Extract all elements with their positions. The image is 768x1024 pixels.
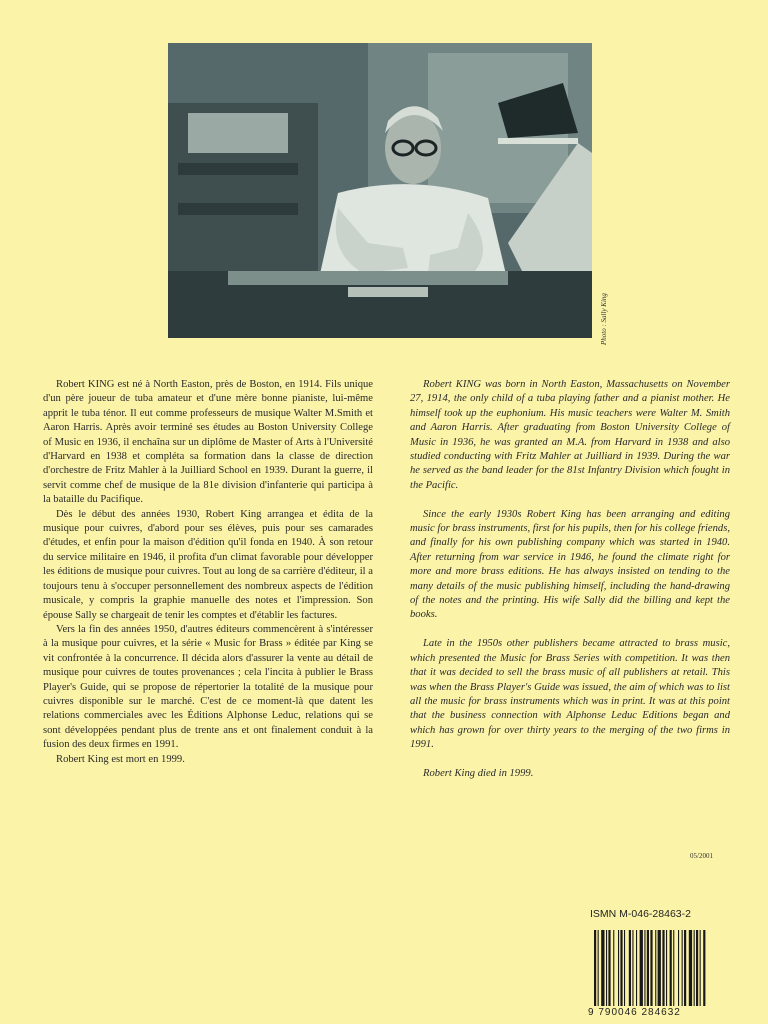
barcode-bar — [662, 930, 664, 1006]
barcode-bar — [632, 930, 633, 1006]
barcode-bar — [647, 930, 649, 1006]
french-paragraph: Dès le début des années 1930, Robert King arrangea et édita de la musique pour cuivres, d'abord pour ses élèves, puis pour ses camarades d'études, et enfin pour la maison d'édition qu'il fonda en 1940. À son retour du service militaire en 1946, il profita d'un climat favorable pour développer les éditions de musique pour cuivres. Tout au long de sa carrière d'éditeur, il a toujours tenu à s'occuper personnellement des nombreux aspects de l'édition musicale, y compris la graphie manuelle des notes et l'impression. Son épouse Sally se chargeait de tenir les comptes et d'établir les factures. — [43, 508, 373, 621]
barcode-bar — [594, 930, 596, 1006]
barcode-bar — [696, 930, 698, 1006]
barcode-bar — [640, 930, 643, 1006]
english-paragraph: Late in the 1950s other publishers became attracted to brass music, which presented the Music for Brass Series with competition. It was then that it was decided to sell the brass music of all publishers at retail. This was when the Brass Player's Guide was issued, the aim of which was to list all the music for brass instruments which was in print. It was at this point that the business connection with Alphonse Leduc Editions began and which has grown for over thirty years to the merging of the two firms in 1991. — [410, 638, 730, 751]
date-code: 05/2001 — [690, 852, 713, 860]
ismn-number: ISMN M-046-28463-2 — [590, 908, 691, 920]
barcode-bar — [694, 930, 695, 1006]
barcode-bar — [658, 930, 661, 1006]
french-text-column — [43, 378, 373, 767]
barcode-digits: 9 790046 284632 — [588, 1007, 681, 1018]
barcode-bar — [666, 930, 667, 1006]
english-paragraph: Robert KING was born in North Easton, Massachusetts on November 27, 1914, the only child of a tuba playing father and a pianist mother. He himself took up the euphonium. His music teachers were Walter M. Smith and Aaron Harris. After graduating from Boston University College of Music in 1936, he was granted an M.A. from Harvard in 1938 and also studied conducting with Fritz Mahler at Juilliard in 1939. During the war he served as the band leader for the 81st Infantry Division which fought in the Pacific. — [410, 379, 730, 491]
barcode-bar — [598, 930, 599, 1006]
photo-credit: Photo : Sally King — [600, 293, 608, 345]
english-paragraph: Robert King died in 1999. — [423, 767, 534, 779]
barcode-bar — [673, 930, 674, 1006]
barcode-bar — [689, 930, 692, 1006]
barcode-bar — [682, 930, 683, 1006]
barcode-bar — [655, 930, 656, 1006]
french-paragraph: Robert KING est né à North Easton, près de Boston, en 1914. Fils unique d'un père joueur de tuba amateur et d'une mère bonne pianiste, lui-même apprit le tuba ténor. Il eut comme professeurs de musique Walter M.Smith et Aaron Harris. Après avoir terminé ses études au Boston University College of Music en 1936, il enchaîna sur un diplôme de Master of Arts à l'Université d'Harvard en 1938 et compléta sa formation dans la classe de direction d'orchestre de Fritz Mahler à la Juilliard School en 1939. Durant la guerre, il servit comme chef de musique de la 81e division d'infanterie qui participa à la bataille du Pacifique. — [43, 379, 373, 506]
english-paragraph: Since the early 1930s Robert King has been arranging and editing music for brass instruments, first for his pupils, then for his college friends, and finally for his own publishing company which was started in 1940. After returning from war service in 1946, he found the climate right for more and more brass editions. He has always insisted on tending to the many details of the music publishing himself, including the hand-drawing of the notes and the printing. His wife Sally did the billing and kept the books. — [410, 508, 730, 621]
barcode-bar — [606, 930, 607, 1006]
barcode-bar — [700, 930, 701, 1006]
english-text-column — [410, 378, 730, 796]
barcode-bar — [624, 930, 625, 1006]
barcode-bar — [703, 930, 705, 1006]
barcode-bar — [644, 930, 645, 1006]
barcode-bar — [620, 930, 622, 1006]
barcode-bar — [608, 930, 610, 1006]
portrait-photo — [168, 43, 592, 338]
barcode-bar — [613, 930, 614, 1006]
barcode-bar — [618, 930, 619, 1006]
french-paragraph: Robert King est mort en 1999. — [56, 753, 185, 765]
french-paragraph: Vers la fin des années 1950, d'autres éditeurs commencèrent à s'intéresser à la musique pour cuivres, et la série « Music for Brass » éditée par King se vit confrontée à la concurrence. Il décida alors d'assurer la vente au détail de musique pour cuivres de toutes provenances ; cela l'incita à publier le Brass Player's Guide, qui se propose de répertorier la totalité de la musique pour cuivres disponible sur le marché. C'est de ce moment-là que datent les relations commerciales avec les Éditions Alphonse Leduc, relations qui se sont développées pendant plus de trente ans et ont finalement conduit à la fusion des deux firmes en 1991. — [43, 623, 373, 751]
barcode-bar — [678, 930, 679, 1006]
barcode-bar — [684, 930, 686, 1006]
barcode-bar — [601, 930, 604, 1006]
barcode-bar — [636, 930, 637, 1006]
barcode-bar — [670, 930, 672, 1006]
portrait-photo-image — [168, 43, 592, 338]
barcode-bar — [629, 930, 631, 1006]
barcode-bars — [592, 930, 748, 1008]
barcode-bar — [650, 930, 652, 1006]
barcode — [592, 930, 748, 1008]
